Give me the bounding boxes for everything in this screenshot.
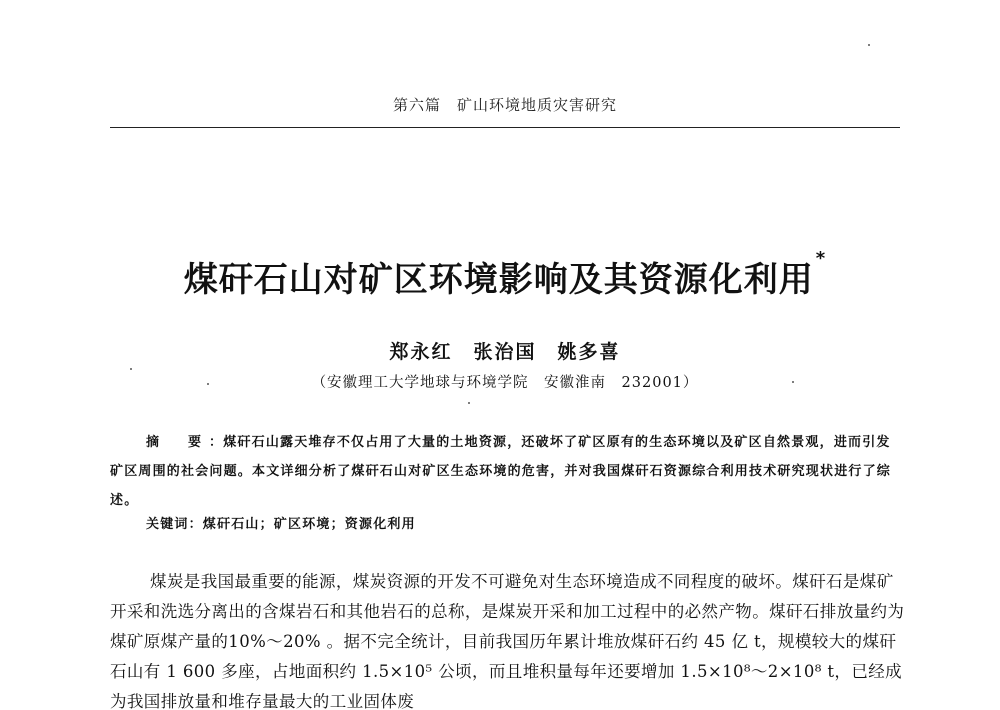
section-header: 第六篇 矿山环境地质灾害研究: [392, 96, 617, 114]
abstract-label: 摘 要: [146, 435, 210, 450]
authors: 郑永红 张治国 姚多喜: [389, 341, 621, 363]
paper-title-text: 煤矸石山对矿区环境影响及其资源化利用: [183, 260, 814, 300]
title-footnote-mark: *: [815, 248, 827, 269]
scan-speck: [868, 44, 870, 46]
abstract: [110, 428, 902, 515]
affiliation: （安徽理工大学地球与环境学院 安徽淮南 232001）: [311, 375, 699, 391]
abstract-text: ：煤矸石山露天堆存不仅占用了大量的土地资源，还破坏了矿区原有的生态环境以及矿区自然景观，进而引发矿区周围的社会问题。本文详细分析了煤矸石山对矿区生态环境的危害，并对我国煤矸石资源综合利用技术研究现状进行了综述。: [110, 435, 892, 508]
keywords-label: 关键词: [146, 517, 189, 532]
scan-speck: [792, 381, 794, 383]
scan-speck: [468, 402, 470, 404]
scan-speck: [207, 383, 209, 385]
body-paragraph: 煤炭是我国最重要的能源，煤炭资源的开发不可避免对生态环境造成不同程度的破坏。煤矸石是煤矿开采和洗选分离出的含煤岩石和其他岩石的总称，是煤炭开采和加工过程中的必然产物。煤矸石排放量约为煤矿原煤产量的10%～20% 。据不完全统计，目前我国历年累计堆放煤矸石约 45 亿 t，规模较大的煤矸石山有 1 600 多座，占地面积约 1.5×10⁵ 公顷，而且堆积量每年还要增加 1.5×10⁸～2×10⁸ t，已经成为我国排放量和堆存量最大的工业固体废: [110, 572, 905, 710]
paper-title: [110, 248, 900, 301]
keywords-text: ：煤矸石山；矿区环境；资源化利用: [188, 517, 416, 532]
header-rule: [110, 127, 900, 128]
scan-speck: [130, 368, 132, 370]
keywords: [146, 513, 416, 532]
